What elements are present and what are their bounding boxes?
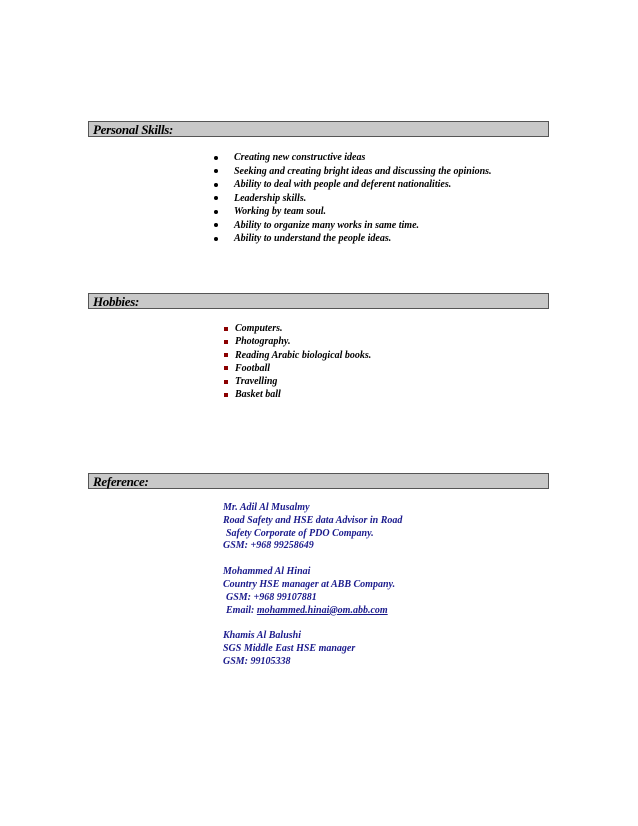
list-item [211,232,492,246]
list-item [211,192,492,206]
bullet-icon [214,183,218,187]
list-item-text: Reading Arabic biological books. [235,349,372,361]
list-item-text: Ability to understand the people ideas. [234,233,392,244]
reference-role: Safety Corporate of PDO Company. [226,527,374,539]
square-bullet-icon [224,340,228,344]
section-title: Personal Skills: [93,122,174,137]
list-item-text: Leadership skills. [234,192,307,204]
reference-role: SGS Middle East HSE manager [223,643,356,655]
reference-entry [223,630,543,668]
reference-name: Mr. Adil Al Musalmy [223,502,310,513]
list-item [211,165,492,179]
list-item [223,388,371,401]
reference-phone: GSM: 99105338 [223,655,291,667]
list-item-text: Travelling [235,376,278,388]
hobbies-list [223,322,371,402]
reference-name: Khamis Al Balushi [223,630,301,642]
bullet-icon [214,156,218,160]
personal-skills-header [88,121,549,137]
reference-phone: GSM: +968 99258649 [223,540,314,552]
reference-header [88,473,549,489]
list-item [223,362,371,375]
bullet-icon [214,237,218,241]
section-title: Reference: [93,474,149,489]
square-bullet-icon [224,353,228,357]
hobbies-header [88,293,549,309]
list-item-text: Computers. [235,323,283,334]
bullet-icon [214,210,218,214]
list-item-text: Creating new constructive ideas [234,152,366,163]
reference-entry [223,502,543,553]
list-item [211,151,492,165]
reference-role: Country HSE manager at ABB Company. [223,578,396,590]
email-link[interactable]: mohammed.hinai@om.abb.com [256,604,388,616]
reference-entry [223,566,543,617]
square-bullet-icon [224,366,228,370]
bullet-icon [214,223,218,227]
list-item [223,349,371,362]
square-bullet-icon [224,327,228,331]
reference-name: Mohammed Al Hinai [223,566,311,578]
list-item [223,322,371,335]
list-item-text: Ability to organize many works in same time. [234,219,420,231]
list-item-text: Seeking and creating bright ideas and discussing the opinions. [234,165,492,177]
list-item-text: Photography. [235,336,291,348]
personal-skills-list [211,151,492,246]
square-bullet-icon [224,380,228,384]
list-item [211,178,492,192]
list-item-text: Ability to deal with people and deferent nationalities. [234,179,452,190]
bullet-icon [214,169,218,173]
reference-role: Road Safety and HSE data Advisor in Road [223,514,403,526]
list-item-text: Working by team soul. [234,206,327,217]
list-item-text: Basket ball [235,389,281,401]
bullet-icon [214,196,218,200]
list-item [211,205,492,219]
list-item [223,375,371,388]
list-item-text: Football [235,362,271,374]
reference-list [223,502,543,682]
section-title: Hobbies: [93,294,139,309]
email-label: Email: [226,604,257,616]
list-item [211,219,492,233]
list-item [223,335,371,348]
reference-email-row [223,605,543,618]
square-bullet-icon [224,393,228,397]
reference-phone: GSM: +968 99107881 [226,591,317,603]
